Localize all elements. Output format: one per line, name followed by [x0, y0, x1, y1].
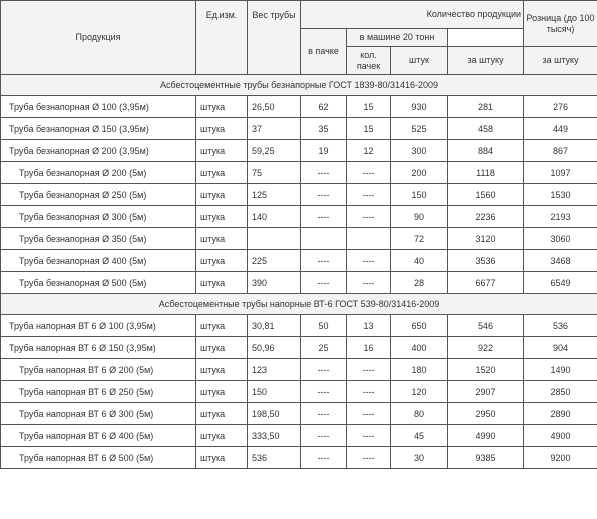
- wholesale-price-cell: 536: [524, 315, 597, 337]
- retail-price-cell: 1118: [448, 162, 524, 184]
- weight-cell: 75: [248, 162, 301, 184]
- product-name: Труба напорная ВТ 6 Ø 100 (3,95м): [1, 315, 196, 337]
- packs-cell: 12: [347, 140, 391, 162]
- pieces-cell: 30: [391, 447, 448, 469]
- unit-cell: штука: [196, 359, 248, 381]
- in-pack-cell: ----: [301, 447, 347, 469]
- retail-price-cell: 2236: [448, 206, 524, 228]
- weight-cell: 37: [248, 118, 301, 140]
- unit-cell: штука: [196, 184, 248, 206]
- col-weight: Вес трубы: [248, 1, 301, 75]
- wholesale-price-cell: 1530: [524, 184, 597, 206]
- table-header: [1, 1, 597, 75]
- weight-cell: 26,50: [248, 96, 301, 118]
- in-pack-cell: 62: [301, 96, 347, 118]
- in-pack-cell: 35: [301, 118, 347, 140]
- packs-cell: [347, 228, 391, 250]
- wholesale-price-cell: 9200: [524, 447, 597, 469]
- table-row: [1, 272, 597, 294]
- product-name: Труба безнапорная Ø 200 (5м): [1, 162, 196, 184]
- col-retail-per-piece: за штуку: [448, 47, 524, 75]
- table-row: [1, 315, 597, 337]
- section-title: Асбестоцементные трубы безнапорные ГОСТ 1839-80/31416-2009: [1, 75, 597, 96]
- pieces-cell: 28: [391, 272, 448, 294]
- product-name: Труба безнапорная Ø 200 (3,95м): [1, 140, 196, 162]
- packs-cell: 16: [347, 337, 391, 359]
- product-name: Труба безнапорная Ø 400 (5м): [1, 250, 196, 272]
- unit-cell: штука: [196, 447, 248, 469]
- product-name: Труба напорная ВТ 6 Ø 500 (5м): [1, 447, 196, 469]
- retail-price-cell: 884: [448, 140, 524, 162]
- retail-price-cell: 2907: [448, 381, 524, 403]
- packs-cell: ----: [347, 250, 391, 272]
- wholesale-price-cell: 6549: [524, 272, 597, 294]
- table-row: [1, 206, 597, 228]
- product-name: Труба напорная ВТ 6 Ø 200 (5м): [1, 359, 196, 381]
- retail-price-cell: 281: [448, 96, 524, 118]
- section-title: Асбестоцементные трубы напорные ВТ-6 ГОСТ 539-80/31416-2009: [1, 294, 597, 315]
- wholesale-price-cell: 3468: [524, 250, 597, 272]
- pieces-cell: 930: [391, 96, 448, 118]
- pieces-cell: 400: [391, 337, 448, 359]
- product-name: Труба безнапорная Ø 100 (3,95м): [1, 96, 196, 118]
- wholesale-price-cell: 867: [524, 140, 597, 162]
- pieces-cell: 525: [391, 118, 448, 140]
- pieces-cell: 40: [391, 250, 448, 272]
- retail-price-cell: 9385: [448, 447, 524, 469]
- in-pack-cell: [301, 228, 347, 250]
- packs-cell: ----: [347, 403, 391, 425]
- retail-price-cell: 546: [448, 315, 524, 337]
- product-name: Труба напорная ВТ 6 Ø 250 (5м): [1, 381, 196, 403]
- pieces-cell: 90: [391, 206, 448, 228]
- weight-cell: 123: [248, 359, 301, 381]
- retail-price-cell: 1560: [448, 184, 524, 206]
- product-name: Труба напорная ВТ 6 Ø 400 (5м): [1, 425, 196, 447]
- col-in-truck: в машине 20 тонн: [347, 29, 448, 47]
- retail-price-cell: 922: [448, 337, 524, 359]
- wholesale-price-cell: 3060: [524, 228, 597, 250]
- in-pack-cell: ----: [301, 206, 347, 228]
- unit-cell: штука: [196, 425, 248, 447]
- pieces-cell: 150: [391, 184, 448, 206]
- unit-cell: штука: [196, 140, 248, 162]
- packs-cell: ----: [347, 381, 391, 403]
- weight-cell: 225: [248, 250, 301, 272]
- packs-cell: ----: [347, 162, 391, 184]
- unit-cell: штука: [196, 96, 248, 118]
- unit-cell: штука: [196, 228, 248, 250]
- table-row: [1, 381, 597, 403]
- pieces-cell: 200: [391, 162, 448, 184]
- table-row: [1, 162, 597, 184]
- packs-cell: 13: [347, 315, 391, 337]
- retail-price-cell: 3536: [448, 250, 524, 272]
- unit-cell: штука: [196, 250, 248, 272]
- wholesale-price-cell: 4900: [524, 425, 597, 447]
- unit-cell: штука: [196, 337, 248, 359]
- col-in-pack: в пачке: [301, 29, 347, 75]
- product-name: Труба безнапорная Ø 300 (5м): [1, 206, 196, 228]
- unit-cell: штука: [196, 381, 248, 403]
- in-pack-cell: ----: [301, 250, 347, 272]
- wholesale-price-cell: 2850: [524, 381, 597, 403]
- weight-cell: 30,81: [248, 315, 301, 337]
- wholesale-price-cell: 449: [524, 118, 597, 140]
- retail-price-cell: 458: [448, 118, 524, 140]
- in-pack-cell: ----: [301, 184, 347, 206]
- product-name: Труба напорная ВТ 6 Ø 150 (3,95м): [1, 337, 196, 359]
- table-row: [1, 337, 597, 359]
- table-row: [1, 228, 597, 250]
- col-wholesale-per-piece: за штуку: [524, 47, 597, 75]
- in-pack-cell: ----: [301, 162, 347, 184]
- pieces-cell: 300: [391, 140, 448, 162]
- weight-cell: 140: [248, 206, 301, 228]
- retail-price-cell: 3120: [448, 228, 524, 250]
- product-name: Труба безнапорная Ø 350 (5м): [1, 228, 196, 250]
- pieces-cell: 80: [391, 403, 448, 425]
- pieces-cell: 180: [391, 359, 448, 381]
- col-retail: Розница (до 100 тысяч): [524, 1, 597, 47]
- pieces-cell: 72: [391, 228, 448, 250]
- in-pack-cell: ----: [301, 425, 347, 447]
- unit-cell: штука: [196, 162, 248, 184]
- product-name: Труба безнапорная Ø 500 (5м): [1, 272, 196, 294]
- product-name: Труба безнапорная Ø 250 (5м): [1, 184, 196, 206]
- section-header: [1, 294, 597, 315]
- wholesale-price-cell: 904: [524, 337, 597, 359]
- wholesale-price-cell: 2193: [524, 206, 597, 228]
- weight-cell: 536: [248, 447, 301, 469]
- weight-cell: 50,96: [248, 337, 301, 359]
- in-pack-cell: 25: [301, 337, 347, 359]
- table-row: [1, 425, 597, 447]
- in-pack-cell: ----: [301, 359, 347, 381]
- packs-cell: 15: [347, 118, 391, 140]
- packs-cell: ----: [347, 359, 391, 381]
- col-pieces: штук: [391, 47, 448, 75]
- retail-price-cell: 4990: [448, 425, 524, 447]
- weight-cell: 198,50: [248, 403, 301, 425]
- col-product: Продукция: [1, 1, 196, 75]
- table-row: [1, 184, 597, 206]
- pieces-cell: 45: [391, 425, 448, 447]
- weight-cell: [248, 228, 301, 250]
- weight-cell: 150: [248, 381, 301, 403]
- col-quantity: Количество продукции: [301, 1, 524, 29]
- packs-cell: 15: [347, 96, 391, 118]
- pieces-cell: 120: [391, 381, 448, 403]
- table-row: [1, 447, 597, 469]
- table-body: [1, 75, 597, 469]
- table-row: [1, 96, 597, 118]
- wholesale-price-cell: 2890: [524, 403, 597, 425]
- wholesale-price-cell: 1097: [524, 162, 597, 184]
- col-packs: кол. пачек: [347, 47, 391, 75]
- in-pack-cell: ----: [301, 272, 347, 294]
- product-name: Труба напорная ВТ 6 Ø 300 (5м): [1, 403, 196, 425]
- product-name: Труба безнапорная Ø 150 (3,95м): [1, 118, 196, 140]
- in-pack-cell: ----: [301, 381, 347, 403]
- unit-cell: штука: [196, 315, 248, 337]
- packs-cell: ----: [347, 447, 391, 469]
- section-header: [1, 75, 597, 96]
- packs-cell: ----: [347, 206, 391, 228]
- wholesale-price-cell: 276: [524, 96, 597, 118]
- col-unit: Ед.изм.: [196, 1, 248, 75]
- table-row: [1, 250, 597, 272]
- weight-cell: 59,25: [248, 140, 301, 162]
- packs-cell: ----: [347, 425, 391, 447]
- table-row: [1, 403, 597, 425]
- table-row: [1, 118, 597, 140]
- in-pack-cell: 19: [301, 140, 347, 162]
- packs-cell: ----: [347, 272, 391, 294]
- retail-price-cell: 1520: [448, 359, 524, 381]
- in-pack-cell: 50: [301, 315, 347, 337]
- unit-cell: штука: [196, 272, 248, 294]
- table-row: [1, 140, 597, 162]
- wholesale-price-cell: 1490: [524, 359, 597, 381]
- packs-cell: ----: [347, 184, 391, 206]
- retail-price-cell: 6677: [448, 272, 524, 294]
- weight-cell: 390: [248, 272, 301, 294]
- pieces-cell: 650: [391, 315, 448, 337]
- table-row: [1, 359, 597, 381]
- unit-cell: штука: [196, 118, 248, 140]
- weight-cell: 333,50: [248, 425, 301, 447]
- in-pack-cell: ----: [301, 403, 347, 425]
- weight-cell: 125: [248, 184, 301, 206]
- unit-cell: штука: [196, 206, 248, 228]
- retail-price-cell: 2950: [448, 403, 524, 425]
- unit-cell: штука: [196, 403, 248, 425]
